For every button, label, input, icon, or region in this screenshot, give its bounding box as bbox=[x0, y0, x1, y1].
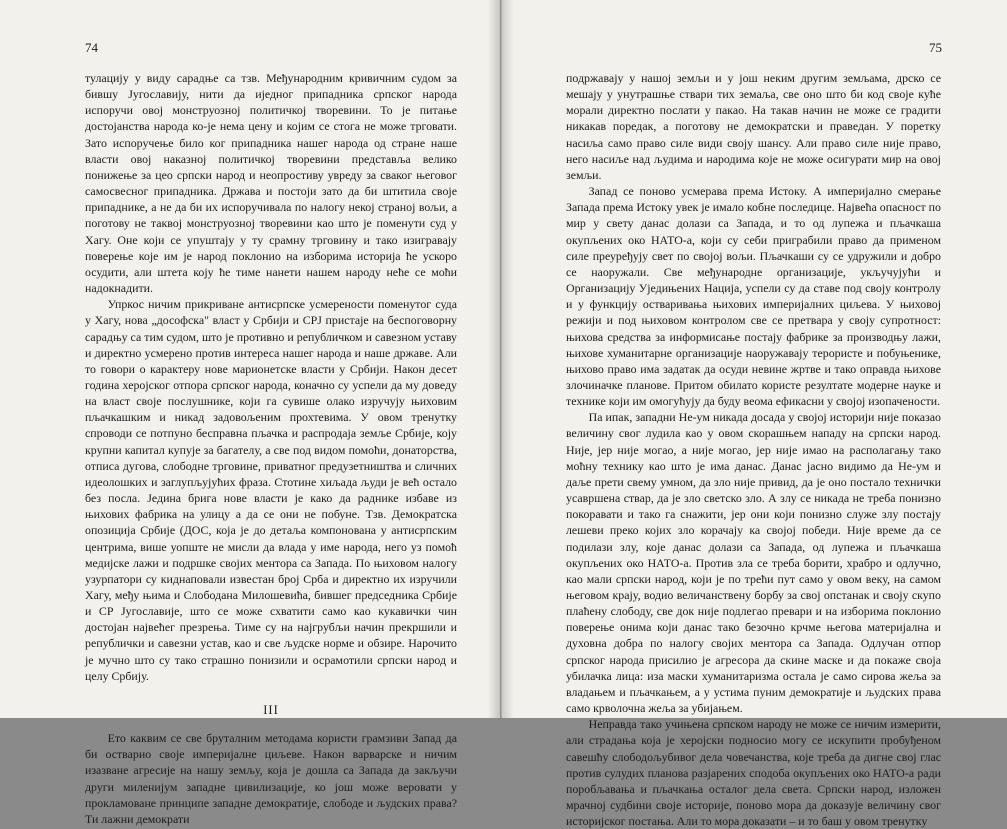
paragraph: подржавају у нашој земљи и у још неким другим земљама, дрско се мешају у унутрашње ствари тих земаља, све оно што би код своје куће морали директно послати у пакао. На такав начин не може се градити никакав поредак, а поготову не демократски и праведан. У поретку насиља само право силе види своју шансу. Али право силе није право, него насиље над људима и народима које не може осигурати мир на овој земљи. bbox=[566, 71, 941, 182]
left-page-text bbox=[85, 70, 457, 827]
paragraph: тулацију у виду сарадње са тзв. Међународним кривичним судом за бившу Југославију, нити да иједног припадника српског народа испоручи овој монструозној политичкој творевини. То је питање достојанства народа ко-је нема цену и којим се стога не може трговати. Зато испоручење било ког припадника нашег народа од стране наше власти овој наказној политичкој творевини представља велико понижење за цео српски народ и неопростиву увреду за сваког његовог самосвесног припадника. Држава и постоји зато да би штитила своје припаднике, а не да би их испоручивала по налогу некој страној вољи, а поготову не таквој монструозној творевини као што је поменути суд у Хагу. Оне који се упуштају у ту срамну трговину и тако изигравају поверење које им је народ поклонио на изборима историја ће ускоро осудити, али штета коју ће тиме нанети нашем народу неће се моћи надокнадити. bbox=[85, 71, 457, 296]
page-number-right: 75 bbox=[929, 40, 942, 55]
right-page bbox=[502, 0, 1007, 829]
section-heading: III bbox=[263, 702, 279, 717]
left-page bbox=[0, 0, 501, 826]
page-number-left: 74 bbox=[85, 40, 98, 55]
paragraph: Ето каквим се све бруталним методама користи грамзиви Запад да би остварио своје империјалне циљеве. Након варварске и ничим изазване агресије на нашу земљу, која је дошла са Запада да закључи други милениjум западне цивилизације, ко још може веровати у прокламоване принципе западне демократије, слободе и људских права? Ти лажни демократи bbox=[85, 731, 457, 826]
paragraph: Неправда тако учињена српском народу не може се ничим измерити, али страдања која је херојски подносио могу се искупити пробуђеном савешћу слободољубивог дела човечанства, које треба да дигне свој глас против сулудих планова разјарених сподоба окупљених око НАТО-а ради поробљавања и пљачкања осталог дела света. Српски народ, изложен мрачној судбини своје историје, поново мора да доказује величину свог историјског постања. Али то мора доказати – и то баш у овом тренутку bbox=[566, 717, 941, 829]
paragraph: Па ипак, западни Не-ум никада досада у својој историји није показао величину свог лудила као у овом скорашњем нападу на српски народ. Није, јер није могао, а није могао, јер није имао на располагању тако моћну технику као што је има данас. Данас јасно видимо да Не-ум и даље прети свему умном, да зло није привид, да је оно постало технички усавршена ствар, да је зло светско зло. А злу се никада не треба понизно покоравати и тако га снажити, јер они који понизно служе злу постају лешеви преко којих зло корачају ка својој победи. Није време да се подилази злу, које данас долази са Запада, од лупежа и пљачкаша окупљених око НАТО-а. Против зла се треба борити, храбро и одлучно, као мали српски народ, који је по трећи пут само у овом веку, на самом његовом крају, водио величанствену борбу за свој опстанак и своју скупо плаћену слободу, све док није подлегао превари и на изборима поклонио поверење онима који данас тако безочно крчме његова материјална и духовна добра по налогу својих ментора са Запада. Одлучан отпор српског народа присилио је агресора да скине маске и да покаже своја убилачка лица: иза маски хуманитаризма остала је само сирова жеља за владањем и пљачкањем, а у устима пуним демократије и људских права само крволочна жеља за убијањем. bbox=[566, 410, 941, 716]
right-page-text bbox=[566, 70, 941, 829]
paragraph: Упркос ничим прикриване антисрпске усмерености поменутог суда у Хагу, нова „дософска" власт у Србији и СРЈ пристаје на беспоговорну сарадњу са тим судом, што је противно и републичком и савезном уставу и директно усмерено против интереса нашег народа и наше државе. Али то говори о карактеру нове марионетске власти у Србији. Након десет година херојског отпора српског народа, коначно су успели да му доведу на власт своје послушнике, који га сувише олако изручују њиховим пљачкашким и никад задовољеним прохтевима. У овом тренутку спроводи се потпуно бесправна пљачка и распродаја земље Србије, коју крупни капитал купује за багателу, а све под видом помоћи, донаторства, отписа дугова, слободне трговине, приватног предузетништва и сличних идеолошких и заглупљујућих фраза. Стотине хиљада људи је већ остало без посла. Једина брига нове власти је како да раднике избаве из њихових фабрика на улицу а да се они не побуне. Тзв. Демократска опозиција Србије (ДОС, која је до детаља компонована у антисрпским центрима, више уопште не мисли да влада у име народа, него уз помоћ медијске лажи и подршке својих ментора са Запада. По њиховом налогу узурпатори су киднаповали известан број Срба и директно их изручили Хагу, међу њима и Слободана Милошевића, бившег председника Србије и СР Југославије, што се може схватити само као кукавички чин достојан највећег презрења. Тиме су на најгрубљи начин прекршили и републички и савезни устав, као и све људске норме и обзире. Нарочито је мучно што су тако страшно понизили и осрамотили српски народ и целу Србију. bbox=[85, 297, 457, 683]
paragraph: Запад се поново усмерава према Истоку. А империјално смерање Запада према Истоку увек је имало кобне последице. Највећа опасност по мир у свету данас долази са Запада, и то од лупежа и пљачкаша окупљених око НАТО-а, који су себи пригрaбили право да применом силе преуређују свет по својој вољи. Пљачкаши су се удружили и добро се наоружали. Све међународне организације, укључујући и Организацију Уједињених Нација, успели су да ставе под своју контролу и у функцију остваривања њихових империјалних циљева. У њиховој режији и под њиховом контролом све се претвара у своју супротност: њихова средства за информисање постају фабрике за производњу лажи, њихове хуманитарне организације наоружавају терористе и побуњенике, њихово право има задатак да осуди невине жртве и тако оправда њихове злочиначке планове. Притом обилато користе резултате модерне науке и технике који им омогућују да буду веома ефикасни у својој изопачености. bbox=[566, 184, 941, 409]
